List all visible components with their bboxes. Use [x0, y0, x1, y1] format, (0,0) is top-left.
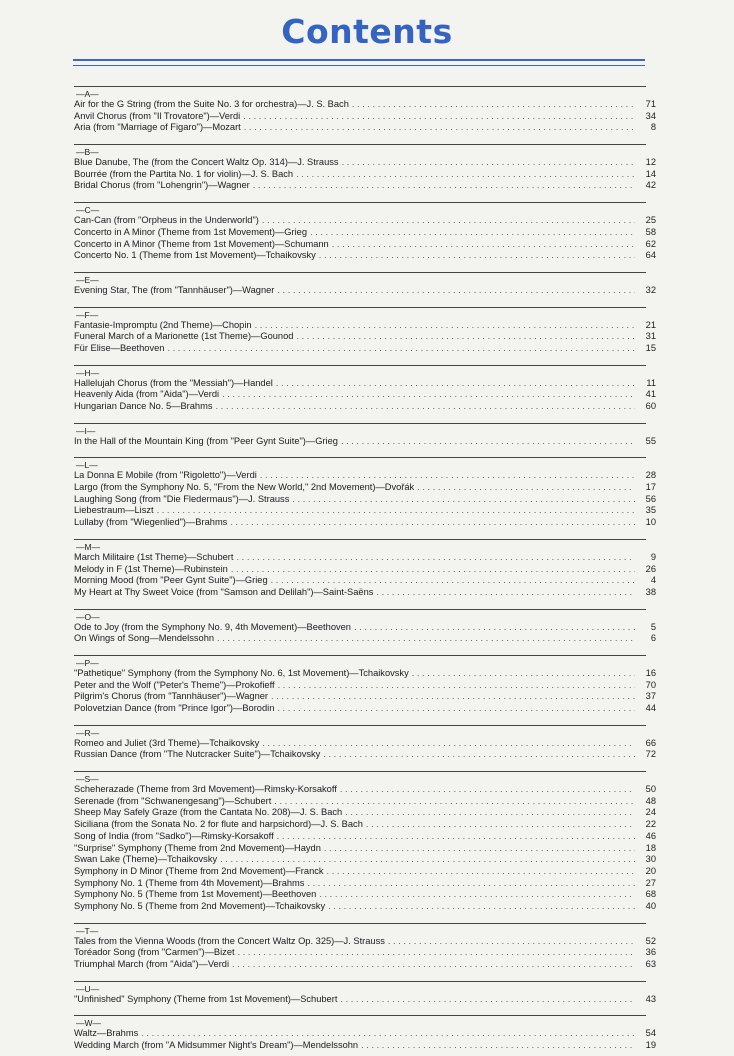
toc-entry: [74, 819, 656, 831]
page-number: 15: [645, 342, 656, 353]
toc-entry: [74, 227, 656, 239]
page-number: 36: [645, 947, 656, 958]
section-divider: [74, 266, 646, 273]
entry-title: Symphony No. 5 (Theme from 2nd Movement)—Tchaikovsky: [74, 900, 326, 911]
toc-entry: [74, 482, 656, 494]
section-divider: [74, 451, 646, 458]
page-number: 24: [645, 807, 656, 818]
toc-entry: [74, 99, 656, 111]
dot-leader: [262, 215, 635, 227]
page-number: 6: [650, 633, 656, 644]
page-number: 43: [645, 993, 656, 1004]
toc-entry: [74, 749, 656, 761]
toc-section: [74, 138, 656, 192]
page-number: 35: [645, 505, 656, 516]
page-number: 63: [645, 959, 656, 969]
toc-entry: [74, 878, 656, 890]
dot-leader: [141, 1028, 635, 1040]
entry-title: Scheherazade (Theme from 3rd Movement)—Rimsky-Korsakoff: [74, 784, 337, 795]
toc-section: [74, 417, 656, 448]
section-letter: —P—: [76, 657, 99, 668]
entry-title: Siciliana (from the Sonata No. 2 for flute and harpsichord)—J. S. Bach: [74, 819, 363, 830]
entry-title: Anvil Chorus (from "Il Trovatore")—Verdi: [74, 110, 241, 121]
toc-entry: [74, 691, 656, 703]
dot-leader: [167, 343, 635, 355]
dot-leader: [216, 401, 636, 413]
page-number: 14: [645, 168, 656, 179]
page-number: 66: [645, 737, 656, 748]
section-letter: —A—: [76, 89, 99, 99]
entry-title: Sheep May Safely Graze (from the Cantata No. 208)—J. S. Bach: [74, 807, 343, 818]
page-number: 54: [645, 1028, 656, 1039]
page-number: 56: [645, 493, 656, 504]
entry-title: Peter and the Wolf ("Peter's Theme")—Prokofieff: [74, 679, 275, 690]
section-divider: [74, 765, 646, 772]
dot-leader: [217, 633, 635, 645]
page-number: 34: [645, 110, 656, 121]
entry-title: Concerto in A Minor (Theme from 1st Movement)—Grieg: [74, 226, 308, 237]
dot-leader: [231, 564, 635, 576]
entry-title: March Militaire (1st Theme)—Schubert: [74, 551, 234, 562]
toc-section: [74, 196, 656, 262]
section-divider: [74, 196, 646, 203]
dot-leader: [327, 866, 635, 878]
page-number: 10: [645, 517, 656, 528]
entry-title: "Surprise" Symphony (Theme from 2nd Movement)—Haydn: [74, 842, 321, 853]
toc-section: [74, 719, 656, 761]
dot-leader: [345, 807, 635, 819]
page-number: 18: [645, 842, 656, 853]
entry-title: Morning Mood (from "Peer Gynt Suite")—Grieg: [74, 575, 268, 586]
page-number: 37: [645, 691, 656, 702]
entry-title: "Unfinished" Symphony (Theme from 1st Movement)—Schubert: [74, 993, 338, 1004]
page-number: 4: [650, 575, 656, 586]
toc-section: [74, 266, 656, 297]
dot-leader: [341, 436, 635, 448]
page-number: 21: [645, 319, 656, 330]
toc-entry: [74, 401, 656, 413]
entry-title: Melody in F (1st Theme)—Rubinstein: [74, 563, 228, 574]
page-number: 60: [645, 401, 656, 411]
toc-entry: [74, 889, 656, 901]
section-divider: [74, 719, 646, 726]
toc-section: [74, 533, 656, 599]
toc-entry: [74, 796, 656, 808]
page-number: 19: [645, 1040, 656, 1051]
toc-section: [74, 301, 656, 355]
dot-leader: [244, 122, 635, 134]
entry-title: Toréador Song (from "Carmen")—Bizet: [74, 947, 235, 958]
entry-title: Symphony No. 1 (Theme from 4th Movement)—Brahms: [74, 877, 305, 888]
entry-title: My Heart at Thy Sweet Voice (from "Samson and Delilah")—Saint-Saëns: [74, 586, 374, 597]
toc-entry: [74, 470, 656, 482]
toc-entry: [74, 1040, 656, 1052]
dot-leader: [292, 494, 635, 506]
toc-section: [74, 603, 656, 645]
section-letter: —H—: [76, 367, 100, 378]
toc-entry: [74, 633, 656, 645]
toc-entry: [74, 180, 656, 192]
page-number: 62: [645, 238, 656, 249]
page-number: 71: [645, 99, 656, 109]
page-number: 5: [650, 621, 656, 632]
section-letter: —I—: [76, 425, 96, 436]
dot-leader: [222, 389, 635, 401]
dot-leader: [274, 796, 635, 808]
toc-entry: [74, 831, 656, 843]
entry-title: Funeral March of a Marionette (1st Theme)—Gounod: [74, 331, 294, 342]
dot-leader: [230, 517, 635, 529]
section-divider: [74, 533, 646, 540]
dot-leader: [352, 99, 635, 111]
entry-title: Polovetzian Dance (from "Prince Igor")—Borodin: [74, 703, 275, 713]
toc-entry: [74, 389, 656, 401]
entry-title: Swan Lake (Theme)—Tchaikovsky: [74, 854, 218, 865]
table-of-contents: [74, 80, 656, 1056]
dot-leader: [220, 854, 635, 866]
entry-title: Song of India (from "Sadko")—Rimsky-Korsakoff: [74, 830, 274, 841]
dot-leader: [323, 749, 635, 761]
toc-entry: [74, 1028, 656, 1040]
entry-title: On Wings of Song—Mendelssohn: [74, 633, 215, 644]
toc-entry: [74, 285, 656, 297]
section-letter: —O—: [76, 611, 100, 622]
page-number: 52: [645, 935, 656, 946]
section-letter: —S—: [76, 774, 99, 785]
toc-entry: [74, 505, 656, 517]
entry-title: Romeo and Juliet (3rd Theme)—Tchaikovsky: [74, 737, 260, 748]
entry-title: Concerto No. 1 (Theme from 1st Movement)—Tchaikovsky: [74, 250, 316, 261]
toc-entry: [74, 122, 656, 134]
entry-title: Symphony in D Minor (Theme from 2nd Movement)—Franck: [74, 865, 324, 876]
entry-title: Bridal Chorus (from "Lohengrin")—Wagner: [74, 180, 250, 191]
toc-entry: [74, 843, 656, 855]
dot-leader: [278, 680, 635, 692]
page-number: 44: [645, 703, 656, 713]
dot-leader: [296, 331, 635, 343]
dot-leader: [236, 552, 635, 564]
dot-leader: [277, 703, 635, 715]
dot-leader: [262, 738, 635, 750]
entry-title: Can-Can (from "Orpheus in the Underworld"): [74, 215, 259, 226]
toc-entry: [74, 668, 656, 680]
entry-title: In the Hall of the Mountain King (from "Peer Gynt Suite")—Grieg: [74, 435, 338, 446]
section-letter: —E—: [76, 274, 99, 285]
entry-title: Air for the G String (from the Suite No. 3 for orchestra)—J. S. Bach: [74, 99, 349, 109]
page-number: 30: [645, 854, 656, 865]
section-letter: —R—: [76, 727, 100, 738]
dot-leader: [255, 320, 635, 332]
toc-section: [74, 80, 656, 134]
dot-leader: [296, 169, 635, 181]
entry-title: Fantasie-Impromptu (2nd Theme)—Chopin: [74, 319, 252, 330]
toc-entry: [74, 517, 656, 529]
toc-entry: [74, 901, 656, 913]
page-number: 58: [645, 226, 656, 237]
entry-title: Liebestraum—Liszt: [74, 505, 154, 516]
dot-leader: [412, 668, 635, 680]
section-divider: [74, 359, 646, 366]
page-number: 9: [650, 551, 656, 562]
entry-title: Ode to Joy (from the Symphony No. 9, 4th Movement)—Beethoven: [74, 621, 351, 632]
toc-entry: [74, 784, 656, 796]
toc-entry: [74, 157, 656, 169]
dot-leader: [276, 378, 635, 390]
page-number: 12: [645, 157, 656, 168]
dot-leader: [376, 587, 635, 599]
toc-entry: [74, 331, 656, 343]
toc-entry: [74, 994, 656, 1006]
entry-title: Hungarian Dance No. 5—Brahms: [74, 401, 213, 411]
toc-entry: [74, 738, 656, 750]
dot-leader: [340, 784, 635, 796]
section-letter: —B—: [76, 147, 99, 158]
page-number: 32: [645, 284, 656, 295]
dot-leader: [271, 691, 635, 703]
page-number: 72: [645, 749, 656, 760]
toc-entry: [74, 587, 656, 599]
dot-leader: [307, 878, 635, 890]
toc-entry: [74, 494, 656, 506]
dot-leader: [271, 575, 635, 587]
section-letter: —C—: [76, 205, 100, 216]
dot-leader: [253, 180, 635, 192]
section-letter: —M—: [76, 541, 101, 552]
toc-entry: [74, 250, 656, 262]
toc-section: [74, 1009, 656, 1051]
toc-entry: [74, 343, 656, 355]
dot-leader: [319, 889, 635, 901]
entry-title: Lullaby (from "Wiegenlied")—Brahms: [74, 517, 228, 528]
page-number: 48: [645, 795, 656, 806]
entry-title: Bourrée (from the Partita No. 1 for violin)—J. S. Bach: [74, 168, 294, 179]
entry-title: Concerto in A Minor (Theme from 1st Movement)—Schumann: [74, 238, 329, 249]
dot-leader: [277, 831, 635, 843]
toc-section: [74, 765, 656, 913]
section-letter: —W—: [76, 1018, 102, 1029]
section-divider: [74, 1009, 646, 1016]
entry-title: Largo (from the Symphony No. 5, "From the New World," 2nd Movement)—Dvořák: [74, 482, 415, 493]
toc-section: [74, 451, 656, 528]
dot-leader: [340, 994, 635, 1006]
toc-entry: [74, 866, 656, 878]
section-letter: —T—: [76, 925, 99, 936]
toc-entry: [74, 436, 656, 448]
toc-section: [74, 975, 656, 1006]
page-number: 17: [645, 482, 656, 493]
page-number: 38: [645, 586, 656, 597]
entry-title: Symphony No. 5 (Theme from 1st Movement)—Beethoven: [74, 889, 317, 900]
toc-entry: [74, 947, 656, 959]
section-divider: [74, 301, 646, 308]
dot-leader: [342, 157, 635, 169]
entry-title: Evening Star, The (from "Tannhäuser")—Wagner: [74, 284, 275, 295]
section-divider: [74, 80, 646, 87]
toc-entry: [74, 552, 656, 564]
toc-entry: [74, 575, 656, 587]
dot-leader: [157, 505, 635, 517]
toc-section: [74, 649, 656, 715]
entry-title: Serenade (from "Schwanengesang")—Schubert: [74, 795, 272, 806]
dot-leader: [328, 901, 635, 913]
entry-title: Hallelujah Chorus (from the "Messiah")—Handel: [74, 377, 273, 388]
toc-entry: [74, 959, 656, 971]
dot-leader: [310, 227, 635, 239]
toc-entry: [74, 239, 656, 251]
page-number: 27: [645, 877, 656, 888]
entry-title: Waltz—Brahms: [74, 1028, 139, 1039]
section-divider: [74, 917, 646, 924]
entry-title: Pilgrim's Chorus (from "Tannhäuser")—Wagner: [74, 691, 269, 702]
page-number: 22: [645, 819, 656, 830]
toc-entry: [74, 320, 656, 332]
page-title: Contents: [281, 12, 453, 51]
entry-title: Wedding March (from "A Midsummer Night's Dream")—Mendelssohn: [74, 1040, 359, 1051]
page-number: 70: [645, 679, 656, 690]
section-letter: —F—: [76, 309, 99, 320]
toc-entry: [74, 564, 656, 576]
dot-leader: [238, 947, 635, 959]
page-number: 16: [645, 667, 656, 678]
page-number: 50: [645, 784, 656, 795]
entry-title: Triumphal March (from "Aida")—Verdi: [74, 959, 230, 969]
page-number: 55: [645, 435, 656, 446]
toc-entry: [74, 807, 656, 819]
dot-leader: [417, 482, 635, 494]
title-rule: [73, 59, 645, 61]
section-letter: —L—: [76, 460, 98, 471]
dot-leader: [319, 250, 635, 262]
entry-title: Für Elise—Beethoven: [74, 342, 165, 353]
dot-leader: [260, 470, 635, 482]
toc-entry: [74, 378, 656, 390]
entry-title: Tales from the Vienna Woods (from the Concert Waltz Op. 325)—J. Strauss: [74, 935, 385, 946]
section-divider: [74, 975, 646, 982]
page-number: 41: [645, 389, 656, 400]
page-number: 28: [645, 470, 656, 481]
toc-entry: [74, 703, 656, 715]
entry-title: La Donna E Mobile (from "Rigoletto")—Verdi: [74, 470, 257, 481]
page-number: 40: [645, 900, 656, 911]
title-rule-thin: [73, 65, 645, 66]
dot-leader: [388, 936, 635, 948]
entry-title: "Pathetique" Symphony (from the Symphony No. 6, 1st Movement)—Tchaikovsky: [74, 667, 409, 678]
toc-entry: [74, 111, 656, 123]
section-divider: [74, 649, 646, 656]
dot-leader: [277, 285, 635, 297]
page-number: 11: [646, 377, 656, 388]
toc-entry: [74, 622, 656, 634]
section-letter: —U—: [76, 983, 100, 994]
dot-leader: [332, 239, 635, 251]
dot-leader: [243, 111, 635, 123]
page-number: 68: [645, 889, 656, 900]
page-number: 42: [645, 180, 656, 191]
toc-section: [74, 359, 656, 413]
page-number: 26: [645, 563, 656, 574]
page-number: 25: [645, 215, 656, 226]
entry-title: Aria (from "Marriage of Figaro")—Mozart: [74, 122, 241, 133]
entry-title: Russian Dance (from "The Nutcracker Suite")—Tchaikovsky: [74, 749, 321, 760]
page-number: 64: [645, 250, 656, 261]
page-number: 46: [645, 830, 656, 841]
toc-entry: [74, 854, 656, 866]
section-divider: [74, 603, 646, 610]
toc-entry: [74, 936, 656, 948]
entry-title: Laughing Song (from "Die Fledermaus")—J. Strauss: [74, 493, 290, 504]
entry-title: Heavenly Aida (from "Aida")—Verdi: [74, 389, 220, 400]
section-divider: [74, 417, 646, 424]
page-number: 8: [650, 122, 656, 133]
dot-leader: [324, 843, 635, 855]
section-divider: [74, 138, 646, 145]
dot-leader: [361, 1040, 635, 1052]
toc-entry: [74, 169, 656, 181]
toc-section: [74, 917, 656, 971]
dot-leader: [366, 819, 635, 831]
toc-entry: [74, 215, 656, 227]
toc-entry: [74, 680, 656, 692]
page-number: 31: [645, 331, 656, 342]
dot-leader: [232, 959, 635, 971]
page-number: 20: [645, 865, 656, 876]
entry-title: Blue Danube, The (from the Concert Waltz Op. 314)—J. Strauss: [74, 157, 339, 168]
dot-leader: [354, 622, 635, 634]
